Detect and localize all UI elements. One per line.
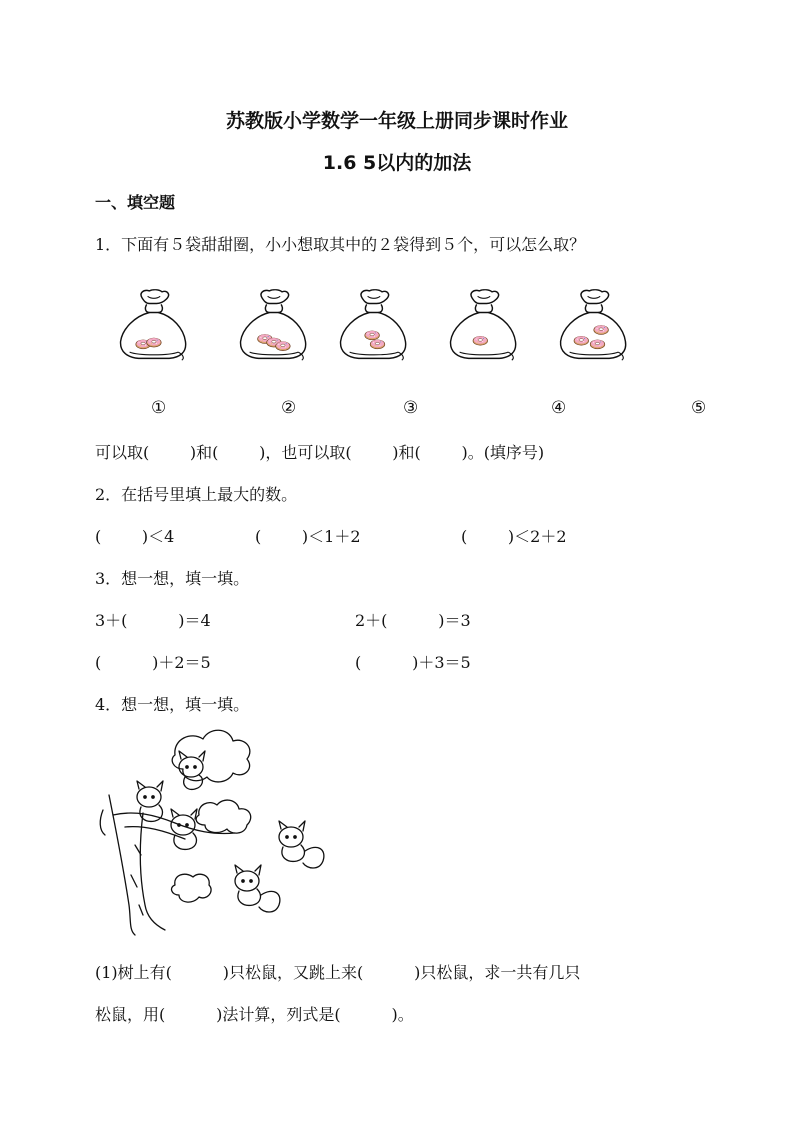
page-subtitle: 1.6 5以内的加法 bbox=[322, 152, 472, 174]
squirrels-in-tree-illustration bbox=[95, 725, 345, 940]
question-2-item-2: ( )＜1＋2 bbox=[255, 527, 361, 546]
question-3-item-3: ( )＋2＝5 bbox=[95, 653, 211, 672]
donut-bag-5 bbox=[557, 285, 629, 367]
question-3-item-1: 3＋( )＝4 bbox=[95, 611, 211, 630]
question-3-item-4: ( )＋3＝5 bbox=[355, 653, 471, 672]
question-2-item-3: ( )＜2＋2 bbox=[461, 527, 567, 546]
page-title: 苏教版小学数学一年级上册同步课时作业 bbox=[225, 110, 568, 132]
bag-label-1: ① bbox=[151, 398, 167, 418]
donut-bag-2 bbox=[237, 285, 309, 367]
question-3-text: 3．想一想，填一填。 bbox=[95, 569, 250, 588]
question-4-text: 4．想一想，填一填。 bbox=[95, 695, 250, 714]
bag-label-3: ③ bbox=[403, 398, 419, 418]
question-1-answer-line: 可以取( )和( )，也可以取( )和( )。(填序号) bbox=[95, 443, 545, 462]
bag-label-5: ⑤ bbox=[691, 398, 707, 418]
question-3-item-2: 2＋( )＝3 bbox=[355, 611, 471, 630]
bag-label-2: ② bbox=[281, 398, 297, 418]
question-4-line-2: 松鼠，用( )法计算，列式是( )。 bbox=[95, 1005, 414, 1024]
question-1-text: 1．下面有５袋甜甜圈，小小想取其中的２袋得到５个，可以怎么取？ bbox=[95, 235, 586, 254]
donut-bag-1 bbox=[117, 285, 189, 367]
donut-bag-4 bbox=[447, 285, 519, 367]
question-2-text: 2．在括号里填上最大的数。 bbox=[95, 485, 298, 504]
bag-label-4: ④ bbox=[551, 398, 567, 418]
question-4-line-1: (1)树上有( )只松鼠，又跳上来( )只松鼠，求一共有几只 bbox=[95, 963, 581, 982]
question-2-item-1: ( )＜4 bbox=[95, 527, 175, 546]
section-heading: 一、填空题 bbox=[95, 193, 176, 212]
donut-bag-3 bbox=[337, 285, 409, 367]
